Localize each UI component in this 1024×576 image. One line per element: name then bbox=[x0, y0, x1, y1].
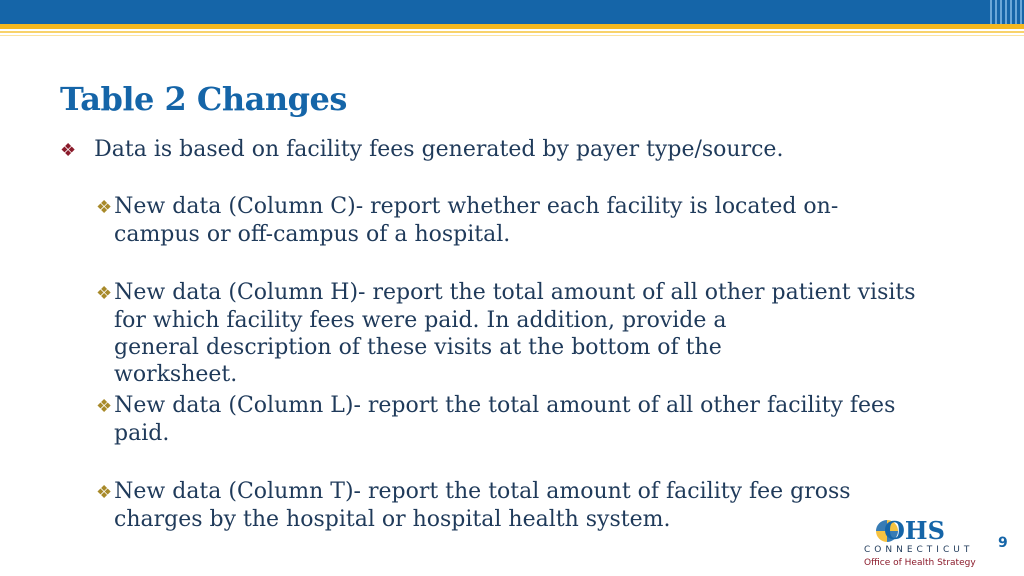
sub-bullet-continuation: charges by the hospital or hospital health system. bbox=[114, 507, 671, 532]
sub-bullet bbox=[96, 193, 976, 248]
diamond-bullet-icon: ❖ bbox=[96, 197, 113, 218]
sub-bullet bbox=[96, 392, 976, 447]
banner-stripes bbox=[990, 0, 1024, 24]
diamond-bullet-icon: ❖ bbox=[96, 396, 113, 417]
slide-title: Table 2 Changes bbox=[60, 80, 347, 118]
ohs-logo bbox=[862, 516, 982, 566]
sub-bullet-continuation: for which facility fees were paid. In addition, provide a general description of these visits at the bottom of the worksheet. bbox=[114, 308, 727, 387]
sub-bullet-text: New data (Column T)- report the total amount of facility fee gross bbox=[114, 479, 851, 504]
logo-org: Office of Health Strategy bbox=[864, 558, 976, 568]
sub-bullet-continuation: campus or off-campus of a hospital. bbox=[114, 222, 511, 247]
page-number: 9 bbox=[998, 535, 1008, 551]
diamond-bullet-icon: ❖ bbox=[96, 283, 113, 304]
main-bullet-text: Data is based on facility fees generated by payer type/source. bbox=[94, 137, 784, 162]
top-banner bbox=[0, 0, 1024, 24]
sub-bullet-text: New data (Column H)- report the total amount of all other patient visits bbox=[114, 280, 916, 305]
sub-bullet-continuation: paid. bbox=[114, 421, 170, 446]
sub-bullet bbox=[96, 279, 976, 388]
diamond-bullet-icon: ❖ bbox=[96, 482, 113, 503]
logo-name: OHS bbox=[884, 516, 945, 545]
sub-bullet-text: New data (Column C)- report whether each facility is located on- bbox=[114, 194, 839, 219]
main-bullet bbox=[60, 136, 960, 165]
logo-state: CONNECTICUT bbox=[864, 545, 974, 555]
gold-rule bbox=[0, 24, 1024, 29]
gold-rule-hairline bbox=[0, 35, 1024, 36]
sub-bullet bbox=[96, 478, 976, 533]
sub-bullet-text: New data (Column L)- report the total amount of all other facility fees bbox=[114, 393, 896, 418]
diamond-bullet-icon: ❖ bbox=[60, 140, 77, 161]
gold-rule-thin bbox=[0, 31, 1024, 33]
